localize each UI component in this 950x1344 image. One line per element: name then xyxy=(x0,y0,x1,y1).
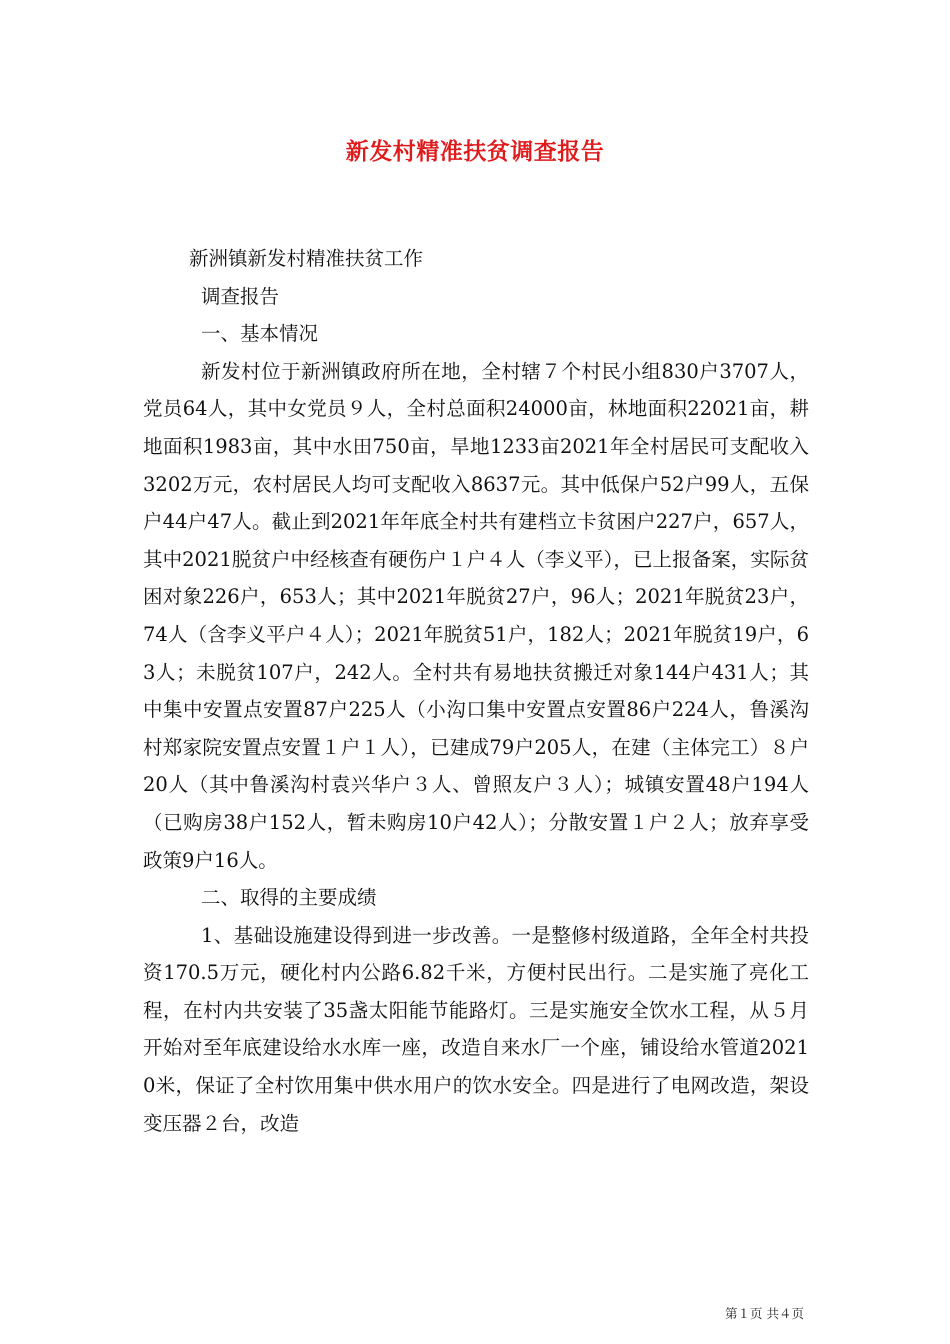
section-1-heading: 一、基本情况 xyxy=(201,322,319,346)
document-title: 新发村精准扶贫调查报告 xyxy=(345,138,605,165)
section-1-paragraph: 新发村位于新洲镇政府所在地，全村辖７个村民小组830户3707人，党员64人，其中女党员９人，全村总面积24000亩，林地面积22021亩，耕地面积1983亩，其中水田750亩，旱地1233亩2021年全村居民可支配收入3202万元，农村居民人均可支配收入8637元。其中低保户52户99人，五保户44户47人。截止到2021年年底全村共有建档立卡贫困户227户，657人，其中2021脱贫户中经核查有硬伤户１户４人（李义平），已上报备案，实际贫困对象226户，653人；其中2021年脱贫27户，96人；2021年脱贫23户，74人（含李义平户４人）；2021年脱贫51户，182人；2021年脱贫19户，63人；未脱贫107户，242人。全村共有易地扶贫搬迁对象144户431人；其中集中安置点安置87户225人（小沟口集中安置点安置86户224人，鲁溪沟村郑家院安置点安置１户１人），已建成79户205人，在建（主体完工）８户20人（其中鲁溪沟村袁兴华户３人、曾照友户３人）；城镇安置48户194人（已购房38户152人，暂未购房10户42人）；分散安置１户２人；放弃享受政策9户16人。 xyxy=(143,359,809,872)
section-2-paragraph: 1、基础设施建设得到进一步改善。一是整修村级道路，全年全村共投资170.5万元，硬化村内公路6.82千米，方便村民出行。二是实施了亮化工程，在村内共安装了35盏太阳能节能路灯。三是实施安全饮水工程，从５月开始对至年底建设给水水库一座，改造自来水厂一个座，铺设给水管道20210米，保证了全村饮用集中供水用户的饮水安全。四是进行了电网改造，架设变压器２台，改造 xyxy=(143,923,809,1135)
subtitle-line-1: 新洲镇新发村精准扶贫工作 xyxy=(189,247,424,270)
section-2-heading: 二、取得的主要成绩 xyxy=(201,886,377,910)
page-number-footer: 第１页 共４页 xyxy=(725,1306,804,1321)
document-body xyxy=(143,240,809,1142)
subtitle-line-2: 调查报告 xyxy=(201,284,280,308)
